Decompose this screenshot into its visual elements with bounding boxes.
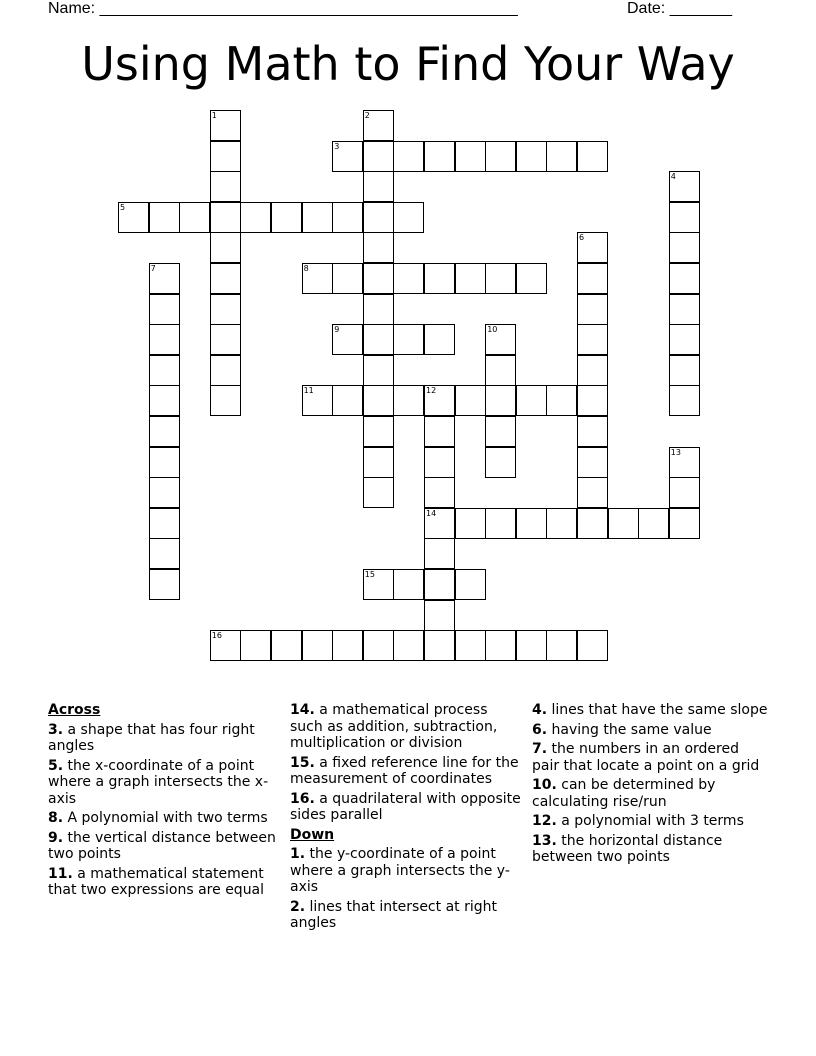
- clues-column-1: [48, 702, 284, 902]
- grid-cell[interactable]: [149, 324, 180, 355]
- grid-cell[interactable]: [149, 202, 180, 233]
- grid-cell[interactable]: [240, 202, 271, 233]
- grid-cell[interactable]: [149, 416, 180, 447]
- grid-cell[interactable]: [363, 141, 394, 172]
- grid-cell[interactable]: [363, 171, 394, 202]
- clue-number: 15: [364, 570, 375, 579]
- grid-cell[interactable]: [546, 385, 577, 416]
- grid-cell[interactable]: [363, 110, 394, 141]
- grid-cell[interactable]: [393, 569, 424, 600]
- grid-cell[interactable]: [332, 385, 363, 416]
- grid-cell[interactable]: [577, 416, 608, 447]
- across-heading: Across: [48, 702, 101, 718]
- grid-cell[interactable]: [516, 508, 547, 539]
- grid-cell[interactable]: [485, 141, 516, 172]
- clues-column-3: [532, 702, 768, 869]
- grid-cell[interactable]: [271, 202, 302, 233]
- grid-cell[interactable]: [332, 141, 363, 172]
- grid-cell[interactable]: [332, 263, 363, 294]
- grid-cell[interactable]: [149, 569, 180, 600]
- grid-cell[interactable]: [455, 141, 486, 172]
- clue-number: 6: [579, 233, 585, 243]
- grid-cell[interactable]: [546, 508, 577, 539]
- grid-cell[interactable]: [669, 447, 700, 478]
- grid-cell[interactable]: [669, 508, 700, 539]
- grid-cell[interactable]: [577, 355, 608, 386]
- grid-cell[interactable]: [516, 630, 547, 661]
- grid-cell[interactable]: [546, 141, 577, 172]
- across-clue: 11. a mathematical statement that two expressions are equal: [48, 865, 265, 898]
- grid-cell[interactable]: [393, 141, 424, 172]
- grid-cell[interactable]: [669, 477, 700, 508]
- grid-cell[interactable]: [363, 416, 394, 447]
- grid-cell[interactable]: [455, 569, 486, 600]
- grid-cell[interactable]: [210, 355, 241, 386]
- clue-number: 14: [426, 508, 437, 518]
- grid-cell[interactable]: [424, 385, 455, 416]
- grid-cell[interactable]: [363, 355, 394, 386]
- grid-cell[interactable]: [363, 263, 394, 294]
- grid-cell[interactable]: [424, 324, 455, 355]
- grid-cell[interactable]: [577, 508, 608, 539]
- grid-cell[interactable]: [332, 202, 363, 233]
- across-clue: 15. a fixed reference line for the measurement of coordinates: [290, 754, 519, 787]
- grid-cell[interactable]: [577, 324, 608, 355]
- crossword-grid: [118, 110, 681, 662]
- grid-cell[interactable]: [424, 141, 455, 172]
- grid-cell[interactable]: [363, 447, 394, 478]
- clues-column-2: [290, 702, 524, 935]
- grid-cell[interactable]: [638, 508, 669, 539]
- clue-number: 8: [303, 264, 309, 273]
- grid-cell[interactable]: [577, 385, 608, 416]
- down-clue: 4. lines that have the same slope: [532, 702, 768, 718]
- grid-cell[interactable]: [149, 355, 180, 386]
- grid-cell[interactable]: [149, 477, 180, 508]
- grid-cell[interactable]: [149, 447, 180, 478]
- grid-cell[interactable]: [363, 630, 394, 661]
- grid-cell[interactable]: [210, 630, 241, 661]
- grid-cell[interactable]: [485, 263, 516, 294]
- down-clue: 12. a polynomial with 3 terms: [532, 813, 744, 829]
- grid-cell[interactable]: [363, 569, 394, 600]
- grid-cell[interactable]: [455, 508, 486, 539]
- grid-cell[interactable]: [210, 110, 241, 141]
- grid-cell[interactable]: [363, 232, 394, 263]
- grid-cell[interactable]: [577, 630, 608, 661]
- grid-cell[interactable]: [577, 232, 608, 263]
- grid-cell[interactable]: [363, 385, 394, 416]
- grid-cell[interactable]: [271, 630, 302, 661]
- grid-cell[interactable]: [669, 294, 700, 325]
- clue-number: 4: [670, 172, 676, 182]
- grid-cell[interactable]: [424, 630, 455, 661]
- grid-cell[interactable]: [363, 324, 394, 355]
- grid-cell[interactable]: [363, 294, 394, 325]
- grid-cell[interactable]: [577, 477, 608, 508]
- across-clue: 14. a mathematical process such as addition, subtraction, multiplication or division: [290, 702, 498, 751]
- grid-cell[interactable]: [210, 294, 241, 325]
- grid-cell[interactable]: [669, 355, 700, 386]
- grid-cell[interactable]: [485, 355, 516, 386]
- grid-cell[interactable]: [118, 202, 149, 233]
- grid-cell[interactable]: [424, 508, 455, 539]
- header: [48, 0, 768, 22]
- clue-number: 10: [487, 325, 498, 335]
- grid-cell[interactable]: [577, 294, 608, 325]
- grid-cell[interactable]: [608, 508, 639, 539]
- grid-cell[interactable]: [179, 202, 210, 233]
- grid-cell[interactable]: [363, 202, 394, 233]
- grid-cell[interactable]: [149, 538, 180, 569]
- grid-cell[interactable]: [393, 630, 424, 661]
- grid-cell[interactable]: [210, 232, 241, 263]
- name-field[interactable]: Name: _______________________________________________: [48, 0, 518, 17]
- clue-number: 11: [303, 386, 314, 396]
- grid-cell[interactable]: [302, 385, 333, 416]
- grid-cell[interactable]: [485, 508, 516, 539]
- grid-cell[interactable]: [210, 202, 241, 233]
- grid-cell[interactable]: [516, 385, 547, 416]
- across-clue: 16. a quadrilateral with opposite sides parallel: [290, 790, 521, 823]
- grid-cell[interactable]: [210, 385, 241, 416]
- down-clue: 1. the y-coordinate of a point where a graph intersects the y-axis: [290, 846, 510, 895]
- clue-number: 12: [426, 386, 437, 396]
- grid-cell[interactable]: [393, 385, 424, 416]
- grid-cell[interactable]: [149, 385, 180, 416]
- clue-number: 16: [211, 631, 222, 641]
- grid-cell[interactable]: [149, 294, 180, 325]
- grid-cell[interactable]: [149, 263, 180, 294]
- clue-number: 1: [211, 111, 217, 120]
- grid-cell[interactable]: [210, 141, 241, 172]
- grid-cell[interactable]: [516, 141, 547, 172]
- grid-cell[interactable]: [393, 202, 424, 233]
- date-field[interactable]: Date: _______: [627, 0, 732, 17]
- grid-cell[interactable]: [210, 324, 241, 355]
- grid-cell[interactable]: [302, 630, 333, 661]
- grid-cell[interactable]: [424, 538, 455, 569]
- across-clue: 8. A polynomial with two terms: [48, 810, 268, 826]
- grid-cell[interactable]: [302, 202, 333, 233]
- grid-cell[interactable]: [485, 416, 516, 447]
- grid-cell[interactable]: [546, 630, 577, 661]
- grid-cell[interactable]: [393, 263, 424, 294]
- grid-cell[interactable]: [485, 447, 516, 478]
- clue-number: 2: [364, 111, 370, 120]
- grid-cell[interactable]: [302, 263, 333, 294]
- grid-cell[interactable]: [669, 385, 700, 416]
- grid-cell[interactable]: [393, 324, 424, 355]
- clue-number: 9: [334, 325, 340, 335]
- grid-cell[interactable]: [516, 263, 547, 294]
- across-clue: 9. the vertical distance between two points: [48, 829, 276, 862]
- grid-cell[interactable]: [669, 202, 700, 233]
- grid-cell[interactable]: [424, 569, 455, 600]
- down-clue: 10. can be determined by calculating rise/run: [532, 777, 716, 810]
- grid-cell[interactable]: [485, 324, 516, 355]
- grid-cell[interactable]: [149, 508, 180, 539]
- grid-cell[interactable]: [577, 263, 608, 294]
- grid-cell[interactable]: [577, 447, 608, 478]
- grid-cell[interactable]: [424, 477, 455, 508]
- clue-number: 7: [150, 264, 156, 273]
- page-title: Using Math to Find Your Way: [81, 37, 735, 91]
- grid-cell[interactable]: [577, 141, 608, 172]
- grid-cell[interactable]: [332, 324, 363, 355]
- grid-cell[interactable]: [363, 477, 394, 508]
- grid-cell[interactable]: [424, 263, 455, 294]
- down-clue: 13. the horizontal distance between two points: [532, 832, 723, 865]
- grid-cell[interactable]: [485, 630, 516, 661]
- grid-cell[interactable]: [669, 263, 700, 294]
- clue-number: 3: [334, 141, 340, 151]
- grid-cell[interactable]: [210, 171, 241, 202]
- across-clue: 3. a shape that has four right angles: [48, 721, 255, 754]
- grid-cell[interactable]: [424, 416, 455, 447]
- grid-cell[interactable]: [455, 263, 486, 294]
- down-clue: 6. having the same value: [532, 721, 712, 738]
- grid-cell[interactable]: [669, 232, 700, 263]
- grid-cell[interactable]: [424, 447, 455, 478]
- grid-cell[interactable]: [669, 171, 700, 202]
- across-clue: 5. the x-coordinate of a point where a graph intersects the x-axis: [48, 757, 269, 807]
- clue-number: 5: [120, 202, 126, 212]
- grid-cell[interactable]: [455, 630, 486, 661]
- down-clue: 2. lines that intersect at right angles: [290, 898, 497, 931]
- grid-cell[interactable]: [240, 630, 271, 661]
- grid-cell[interactable]: [485, 385, 516, 416]
- grid-cell[interactable]: [424, 600, 455, 631]
- down-clue: 7. the numbers in an ordered pair that locate a point on a grid: [532, 741, 760, 774]
- down-heading: Down: [290, 826, 335, 843]
- clue-number: 13: [670, 447, 681, 457]
- grid-cell[interactable]: [332, 630, 363, 661]
- grid-cell[interactable]: [669, 324, 700, 355]
- grid-cell[interactable]: [210, 263, 241, 294]
- grid-cell[interactable]: [455, 385, 486, 416]
